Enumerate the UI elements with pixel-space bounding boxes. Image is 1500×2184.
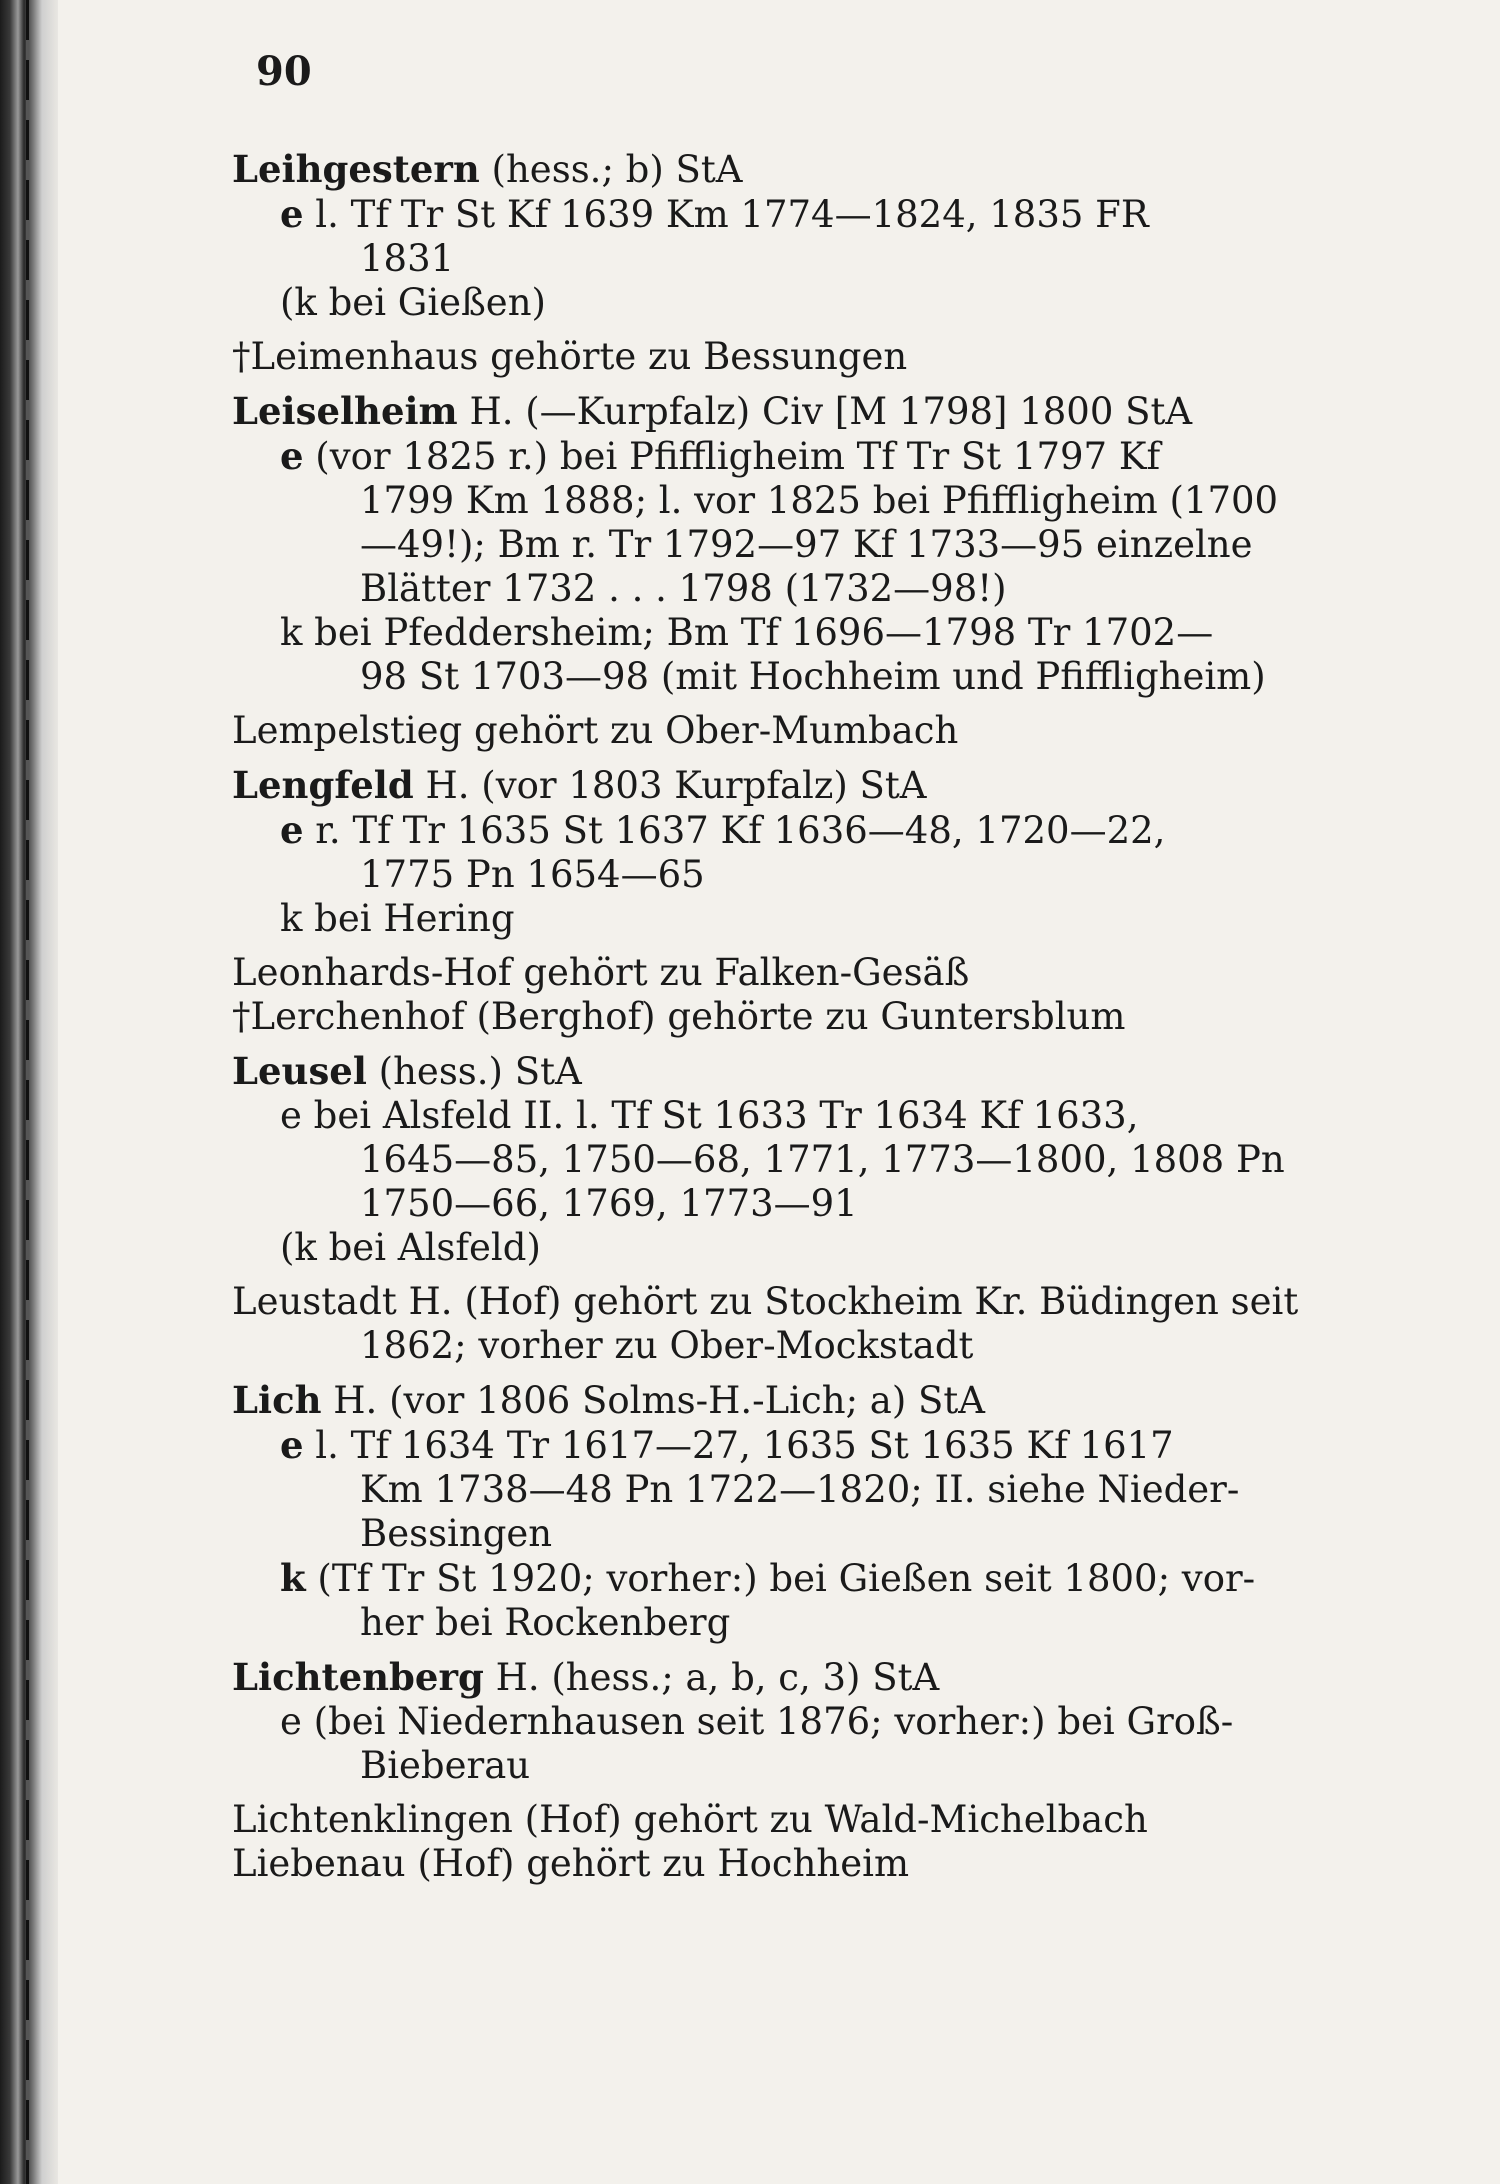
entry-text: 1775 Pn 1654—65 (360, 853, 705, 896)
entry-line (232, 995, 1362, 1039)
entry-text: r. Tf Tr 1635 St 1637 Kf 1636—48, 1720—22, (303, 809, 1166, 852)
entry-text: —49!); Bm r. Tr 1792—97 Kf 1733—95 einzelne (360, 523, 1253, 566)
entry-line (280, 1423, 1362, 1468)
entry-line (280, 434, 1362, 479)
entry-line (232, 1280, 1362, 1324)
entry-headword: Lichtenberg (232, 1655, 484, 1699)
entry-text: 1862; vorher zu Ober-Mockstadt (360, 1324, 974, 1367)
entry-line (280, 1226, 1362, 1270)
entry-text: H. (vor 1803 Kurpfalz) StA (413, 764, 927, 807)
entry-line (232, 389, 1362, 434)
entry-line (232, 1798, 1362, 1842)
entry (232, 147, 1362, 325)
entry (232, 1378, 1362, 1645)
entry-line (232, 951, 1362, 995)
entry (232, 763, 1362, 941)
entry (232, 1655, 1362, 1788)
entry-line (232, 147, 1362, 192)
entry (232, 709, 1362, 753)
entry-text: Blätter 1732 . . . 1798 (1732—98!) (360, 567, 1007, 610)
entry-text: Bessingen (360, 1512, 553, 1555)
entry-line (280, 1094, 1362, 1138)
entry-text: k bei Pfeddersheim; Bm Tf 1696—1798 Tr 1702— (280, 611, 1214, 654)
entry-line (360, 853, 1362, 897)
entry-line (232, 1655, 1362, 1700)
entry-marker: e (280, 192, 304, 236)
entry-line (280, 808, 1362, 853)
entry-line (360, 1512, 1362, 1556)
entry-headword: Lich (232, 1378, 322, 1422)
entry-text: †Leimenhaus gehörte zu Bessungen (232, 335, 908, 378)
entry-line (360, 479, 1362, 523)
entry-line (360, 237, 1362, 281)
entry-text: k bei Hering (280, 897, 515, 940)
entry-text: 98 St 1703—98 (mit Hochheim und Pfiffligheim) (360, 655, 1266, 698)
entry-text: †Lerchenhof (Berghof) gehörte zu Guntersblum (232, 995, 1126, 1038)
entry-line (280, 611, 1362, 655)
entry-line (280, 1556, 1362, 1601)
entry-marker: e (280, 808, 304, 852)
entry (232, 1280, 1362, 1368)
entry-line (360, 1744, 1362, 1788)
entry (232, 1798, 1362, 1886)
entry-line (280, 192, 1362, 237)
entry-text: Lempelstieg gehört zu Ober-Mumbach (232, 709, 959, 752)
entry-text: Leustadt H. (Hof) gehört zu Stockheim Kr. Büdingen seit (232, 1280, 1299, 1323)
entry-headword: Leiselheim (232, 389, 458, 433)
entry-text: (hess.) StA (366, 1050, 582, 1093)
entry-line (232, 709, 1362, 753)
entry-text: (hess.; b) StA (479, 148, 743, 191)
entry-line (280, 1700, 1362, 1744)
entry-text: her bei Rockenberg (360, 1601, 731, 1644)
entry-line (360, 1182, 1362, 1226)
entry-text: 1799 Km 1888; l. vor 1825 bei Pfiffligheim (1700 (360, 479, 1279, 522)
entry-headword: Leihgestern (232, 147, 480, 191)
page-number: 90 (256, 48, 312, 95)
entry-line (232, 1378, 1362, 1423)
entry-line (360, 523, 1362, 567)
entry-text: (Tf Tr St 1920; vorher:) bei Gießen seit 1800; vor- (305, 1557, 1256, 1600)
document-page (232, 48, 1362, 1896)
entry-line (360, 1138, 1362, 1182)
entry-marker: k (280, 1556, 306, 1600)
entry-text: 1750—66, 1769, 1773—91 (360, 1182, 858, 1225)
entry-line (232, 1049, 1362, 1094)
entry-line (280, 281, 1362, 325)
entry-text: Km 1738—48 Pn 1722—1820; II. siehe Nieder- (360, 1468, 1240, 1511)
entry-list (232, 147, 1362, 1886)
entry-text: (k bei Gießen) (280, 281, 546, 324)
entry-text: l. Tf Tr St Kf 1639 Km 1774—1824, 1835 FR (303, 193, 1149, 236)
entry-text: Leonhards-Hof gehört zu Falken-Gesäß (232, 951, 970, 994)
entry-marker: e (280, 1423, 304, 1467)
entry-marker: e (280, 434, 304, 478)
entry-text: (k bei Alsfeld) (280, 1226, 541, 1269)
entry-text: Lichtenklingen (Hof) gehört zu Wald-Michelbach (232, 1798, 1148, 1841)
entry-text: H. (—Kurpfalz) Civ [M 1798] 1800 StA (457, 390, 1193, 433)
entry-line (360, 567, 1362, 611)
entry-text: Bieberau (360, 1744, 531, 1787)
entry-line (360, 1468, 1362, 1512)
entry-text: 1645—85, 1750—68, 1771, 1773—1800, 1808 Pn (360, 1138, 1285, 1181)
entry-text: e (bei Niedernhausen seit 1876; vorher:) bei Groß- (280, 1700, 1234, 1743)
entry-line (280, 897, 1362, 941)
entry (232, 389, 1362, 699)
entry-text: (vor 1825 r.) bei Pfiffligheim Tf Tr St 1797 Kf (303, 435, 1161, 478)
entry (232, 1049, 1362, 1270)
entry-headword: Lengfeld (232, 763, 414, 807)
book-binding (0, 0, 58, 2184)
entry (232, 951, 1362, 1039)
entry-text: Liebenau (Hof) gehört zu Hochheim (232, 1842, 910, 1885)
entry-line (232, 763, 1362, 808)
entry-text: e bei Alsfeld II. l. Tf St 1633 Tr 1634 Kf 1633, (280, 1094, 1139, 1137)
entry-headword: Leusel (232, 1049, 367, 1093)
entry-line (360, 1601, 1362, 1645)
entry-text: H. (vor 1806 Solms-H.-Lich; a) StA (321, 1379, 985, 1422)
entry (232, 335, 1362, 379)
entry-line (232, 335, 1362, 379)
entry-line (232, 1842, 1362, 1886)
entry-text: l. Tf 1634 Tr 1617—27, 1635 St 1635 Kf 1617 (303, 1424, 1174, 1467)
entry-text: 1831 (360, 237, 455, 280)
entry-line (360, 655, 1362, 699)
entry-text: H. (hess.; a, b, c, 3) StA (483, 1656, 940, 1699)
entry-line (360, 1324, 1362, 1368)
